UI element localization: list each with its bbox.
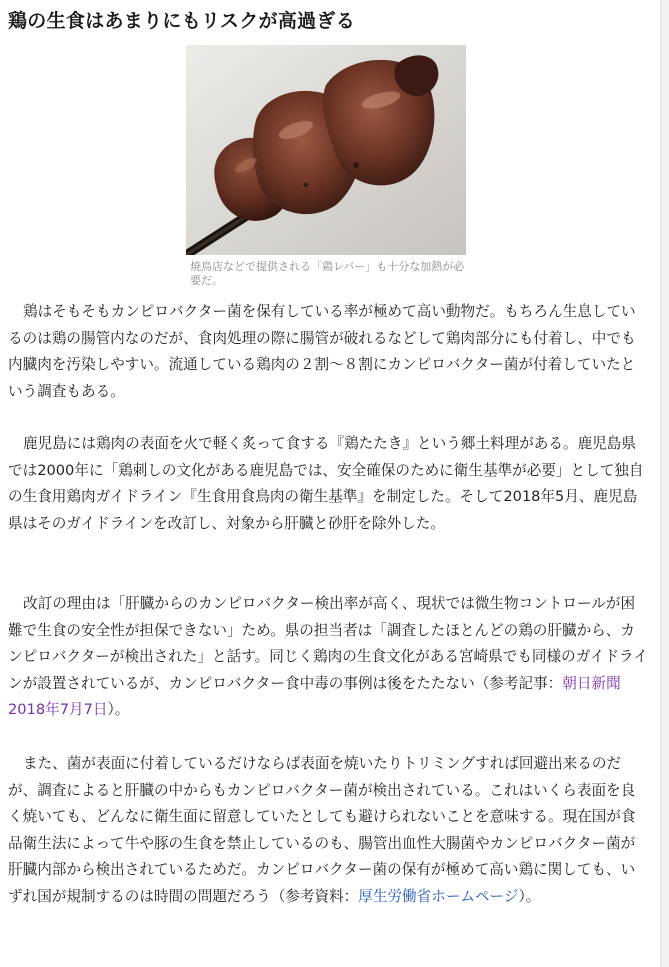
mhlw-homepage-link[interactable]: 厚生労働省ホームページ [358,887,519,905]
paragraph-4-text: また、菌が表面に付着しているだけならば表面を焼いたりトリミングすれば回避出来るのだが、調査によると肝臓の中からもカンピロバクター菌が検出されている。これはいくら表面を良く焼いても、どんなに衛生面に留意していたとしても避けられないことを意味する。現在国が食品衛生法によって牛や豚の生食を禁止しているのも、腸管出血性大腸菌やカンピロバクター菌が肝臓内部から検出されているためだ。カンピロバクター菌の保有が極めて高い鶏に関しても、いずれ国が規制するのは時間の問題だろう（参考資料： [8,755,636,905]
figure-caption: 焼鳥店などで提供される「鶏レバー」も十分な加熱が必要だ。 [190,260,465,287]
paragraph-1: 鶏はそもそもカンピロバクター菌を保有している率が極めて高い動物だ。もちろん生息しているのは鶏の腸管内なのだが、食肉処理の際に腸管が破れるなどして鶏肉部分にも付着し、中でも内臓肉を汚染しやすい。流通している鶏肉の２割〜８割にカンピロバクター菌が付着していたという調査もある。 [8,303,636,400]
paragraph-4-tail: ）。 [518,887,541,905]
paragraph-3 [8,591,648,724]
article-figure [186,45,468,288]
paragraph-2: 鹿児島には鶏肉の表面を火で軽く炙って食する『鶏たたき』という郷土料理がある。鹿児島県では2000年に「鶏刺しの文化がある鹿児島では、安全確保のために衛生基準が必要」として独自の生食用鶏肉ガイドライン『生食用食鳥肉の衛生基準』を制定した。そして2018年5月、鹿児島県はそのガイドラインを改訂し、対象から肝臓と砂肝を除外した。 [8,435,644,532]
paragraph-3-text: 改訂の理由は「肝臓からのカンピロバクター検出率が高く、現状では微生物コントロールが困難で生食の安全性が担保できない」ため。県の担当者は「調査したほとんどの鶏の肝臓から、カンピロバクターが検出された」と話す。同じく鶏肉の生食文化がある宮崎県でも同様のガイドラインが設置されているが、カンピロバクター食中毒の事例は後をたたない（参考記事： [8,595,648,692]
article-heading: 鶏の生食はあまりにもリスクが高過ぎる [8,10,356,32]
paragraph-4 [8,751,648,910]
chicken-liver-skewer-photo [186,45,466,255]
page-right-edge [660,0,669,967]
photo-icon [186,45,466,255]
asahi-article-link[interactable]: 朝日新聞 2018年7月7日 [8,674,636,718]
paragraph-3-tail: ）。 [107,701,130,718]
